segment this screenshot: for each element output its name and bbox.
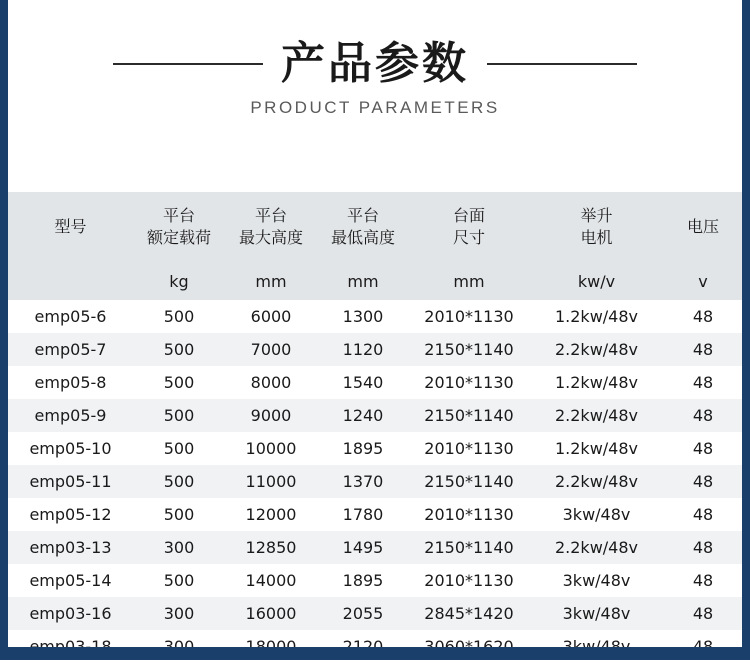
title-rule-left	[113, 63, 263, 65]
header-label-line1: 型号	[54, 217, 87, 237]
page-header	[0, 0, 750, 118]
cell-min-height: 1240	[317, 399, 409, 432]
cell-platform-size: 2845*1420	[409, 597, 529, 630]
table-body	[8, 300, 742, 663]
cell-min-height: 1300	[317, 300, 409, 333]
unit-cell-platform-size: mm	[409, 262, 529, 300]
unit-cell-min-height: mm	[317, 262, 409, 300]
cell-lift-motor: 2.2kw/48v	[529, 465, 664, 498]
header-label-line1: 平台	[162, 206, 195, 226]
header-cell-platform-size	[409, 192, 529, 262]
cell-min-height: 1370	[317, 465, 409, 498]
table-row	[8, 366, 742, 399]
cell-voltage: 48	[664, 498, 742, 531]
cell-max-height: 7000	[225, 333, 317, 366]
cell-rated-load: 500	[133, 399, 225, 432]
unit-cell-max-height: mm	[225, 262, 317, 300]
cell-model: emp05-6	[8, 300, 133, 333]
cell-model: emp05-12	[8, 498, 133, 531]
cell-voltage: 48	[664, 564, 742, 597]
cell-voltage: 48	[664, 333, 742, 366]
cell-max-height: 12850	[225, 531, 317, 564]
header-label-line1: 平台	[346, 206, 379, 226]
table-row	[8, 300, 742, 333]
footer-bar	[0, 647, 750, 660]
header-cell-model	[8, 192, 133, 262]
table-row	[8, 399, 742, 432]
cell-model: emp05-11	[8, 465, 133, 498]
header-label-line1: 举升	[580, 206, 613, 226]
header-cell-rated-load	[133, 192, 225, 262]
header-cell-voltage	[664, 192, 742, 262]
cell-platform-size: 2010*1130	[409, 300, 529, 333]
spec-table-container	[8, 192, 742, 663]
unit-cell-rated-load: kg	[133, 262, 225, 300]
cell-rated-load: 500	[133, 465, 225, 498]
header-cell-max-height	[225, 192, 317, 262]
cell-lift-motor: 1.2kw/48v	[529, 300, 664, 333]
table-row	[8, 597, 742, 630]
title-rule-right	[487, 63, 637, 65]
cell-max-height: 11000	[225, 465, 317, 498]
cell-lift-motor: 2.2kw/48v	[529, 531, 664, 564]
cell-model: emp03-13	[8, 531, 133, 564]
cell-lift-motor: 1.2kw/48v	[529, 432, 664, 465]
cell-lift-motor: 2.2kw/48v	[529, 333, 664, 366]
cell-model: emp05-10	[8, 432, 133, 465]
table-head	[8, 192, 742, 300]
title-row	[0, 38, 750, 89]
header-label-line1: 台面	[452, 206, 485, 226]
header-label-line2: 尺寸	[452, 228, 485, 247]
table-row	[8, 432, 742, 465]
unit-cell-model	[8, 262, 133, 300]
cell-platform-size: 2150*1140	[409, 399, 529, 432]
cell-rated-load: 500	[133, 366, 225, 399]
cell-min-height: 1780	[317, 498, 409, 531]
page-subtitle: PRODUCT PARAMETERS	[250, 98, 500, 117]
header-label-line2: 最大高度	[238, 228, 303, 247]
cell-platform-size: 2010*1130	[409, 366, 529, 399]
cell-rated-load: 500	[133, 300, 225, 333]
cell-rated-load: 500	[133, 564, 225, 597]
cell-max-height: 16000	[225, 597, 317, 630]
cell-platform-size: 2010*1130	[409, 498, 529, 531]
cell-max-height: 6000	[225, 300, 317, 333]
cell-rated-load: 500	[133, 432, 225, 465]
table-row	[8, 564, 742, 597]
cell-lift-motor: 3kw/48v	[529, 498, 664, 531]
spec-table	[8, 192, 742, 663]
cell-min-height: 2055	[317, 597, 409, 630]
table-row	[8, 531, 742, 564]
cell-model: emp03-16	[8, 597, 133, 630]
unit-cell-voltage: v	[664, 262, 742, 300]
cell-max-height: 8000	[225, 366, 317, 399]
cell-rated-load: 500	[133, 498, 225, 531]
header-label-line2: 额定载荷	[146, 228, 211, 247]
cell-max-height: 14000	[225, 564, 317, 597]
cell-model: emp05-7	[8, 333, 133, 366]
cell-voltage: 48	[664, 432, 742, 465]
cell-model: emp05-9	[8, 399, 133, 432]
cell-lift-motor: 1.2kw/48v	[529, 366, 664, 399]
header-cell-min-height	[317, 192, 409, 262]
unit-cell-lift-motor: kw/v	[529, 262, 664, 300]
cell-voltage: 48	[664, 465, 742, 498]
cell-min-height: 1895	[317, 564, 409, 597]
header-label-line1: 电压	[686, 217, 719, 237]
cell-min-height: 1895	[317, 432, 409, 465]
table-row	[8, 465, 742, 498]
cell-min-height: 1120	[317, 333, 409, 366]
cell-model: emp05-8	[8, 366, 133, 399]
cell-platform-size: 2010*1130	[409, 432, 529, 465]
table-unit-row	[8, 262, 742, 300]
page-title: 产品参数	[281, 38, 469, 89]
header-label-line1: 平台	[254, 206, 287, 226]
cell-voltage: 48	[664, 597, 742, 630]
cell-platform-size: 2150*1140	[409, 333, 529, 366]
cell-platform-size: 2010*1130	[409, 564, 529, 597]
cell-voltage: 48	[664, 531, 742, 564]
header-label-line2: 电机	[580, 228, 613, 247]
cell-lift-motor: 3kw/48v	[529, 597, 664, 630]
cell-rated-load: 300	[133, 531, 225, 564]
cell-max-height: 10000	[225, 432, 317, 465]
cell-platform-size: 2150*1140	[409, 531, 529, 564]
cell-min-height: 1540	[317, 366, 409, 399]
table-row	[8, 498, 742, 531]
cell-platform-size: 2150*1140	[409, 465, 529, 498]
cell-voltage: 48	[664, 399, 742, 432]
header-cell-lift-motor	[529, 192, 664, 262]
cell-rated-load: 500	[133, 333, 225, 366]
header-label-line2: 最低高度	[330, 228, 395, 247]
cell-min-height: 1495	[317, 531, 409, 564]
cell-model: emp05-14	[8, 564, 133, 597]
cell-voltage: 48	[664, 300, 742, 333]
table-row	[8, 333, 742, 366]
cell-lift-motor: 3kw/48v	[529, 564, 664, 597]
cell-max-height: 12000	[225, 498, 317, 531]
cell-max-height: 9000	[225, 399, 317, 432]
cell-voltage: 48	[664, 366, 742, 399]
cell-lift-motor: 2.2kw/48v	[529, 399, 664, 432]
cell-rated-load: 300	[133, 597, 225, 630]
table-header-row	[8, 192, 742, 262]
